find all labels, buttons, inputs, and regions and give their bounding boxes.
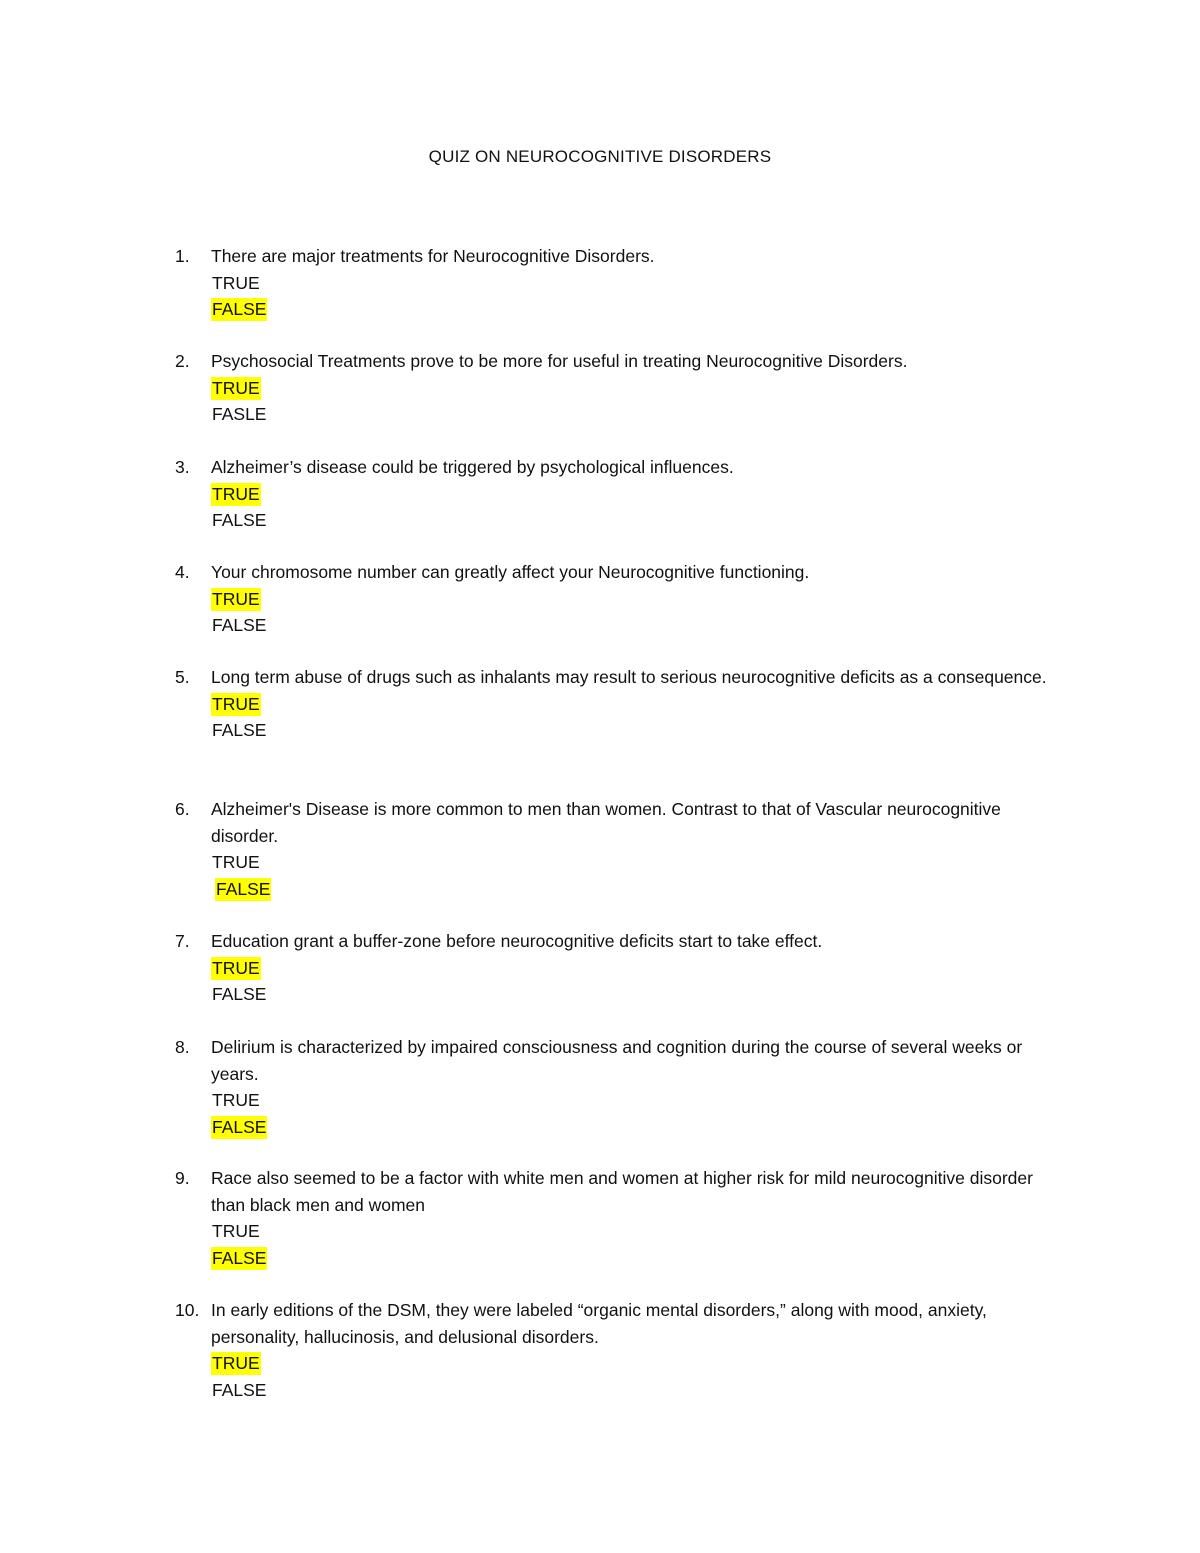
- question-text: In early editions of the DSM, they were labeled “organic mental disorders,” along with mood, anxiety, personality, hallucinosis, and delusional disorders.: [211, 1300, 987, 1347]
- question-6: [175, 796, 1055, 902]
- question-text: Long term abuse of drugs such as inhalants may result to serious neurocognitive deficits as a consequence.: [211, 667, 1047, 687]
- question-text: There are major treatments for Neurocognitive Disorders.: [211, 246, 655, 266]
- question-number: 7.: [175, 931, 190, 951]
- question-text: Your chromosome number can greatly affect your Neurocognitive functioning.: [211, 562, 810, 582]
- question-text: Education grant a buffer-zone before neurocognitive deficits start to take effect.: [211, 931, 823, 951]
- question-number: 1.: [175, 246, 190, 266]
- option-true-highlighted: TRUE: [212, 1353, 260, 1373]
- question-number: 9.: [175, 1168, 190, 1188]
- question-number: 5.: [175, 667, 190, 687]
- option-true-highlighted: TRUE: [212, 483, 260, 504]
- question-text: Delirium is characterized by impaired consciousness and cognition during the course of several weeks or years.: [211, 1037, 1023, 1084]
- option-true-highlighted: TRUE: [212, 693, 260, 714]
- option-false: FALSE: [212, 615, 267, 635]
- question-4: [175, 559, 1055, 639]
- question-1: [175, 243, 1055, 323]
- option-false: FALSE: [212, 720, 267, 740]
- option-true: TRUE: [212, 272, 260, 293]
- question-number: 2.: [175, 351, 190, 371]
- option-false-highlighted: FALSE: [212, 1116, 267, 1137]
- question-number: 3.: [175, 457, 190, 477]
- option-false: FALSE: [212, 510, 267, 530]
- option-true-highlighted: TRUE: [212, 588, 260, 609]
- option-false-highlighted: FALSE: [212, 299, 267, 319]
- option-true: TRUE: [212, 1090, 260, 1110]
- option-true: TRUE: [212, 1221, 260, 1241]
- question-number: 4.: [175, 562, 190, 582]
- question-text: Psychosocial Treatments prove to be more for useful in treating Neurocognitive Disorders.: [211, 351, 908, 371]
- question-10: [175, 1297, 1055, 1403]
- page-title: QUIZ ON NEUROCOGNITIVE DISORDERS: [428, 147, 772, 166]
- question-3: [175, 454, 1055, 534]
- option-false: FALSE: [212, 1379, 267, 1400]
- option-false-highlighted: FALSE: [212, 1247, 267, 1268]
- question-text: Alzheimer’s disease could be triggered by psychological influences.: [211, 457, 734, 477]
- question-number: 8.: [175, 1037, 190, 1057]
- question-8: [175, 1034, 1055, 1140]
- question-number: 10.: [175, 1300, 200, 1320]
- option-false-highlighted: FALSE: [216, 878, 271, 899]
- question-number: 6.: [175, 799, 190, 819]
- question-text: Race also seemed to be a factor with white men and women at higher risk for mild neurocognitive disorder than black men and women: [211, 1168, 1033, 1215]
- option-true: TRUE: [212, 852, 260, 872]
- option-true-highlighted: TRUE: [212, 957, 260, 978]
- question-2: [175, 348, 1055, 428]
- option-false: FALSE: [212, 984, 267, 1004]
- question-text: Alzheimer's Disease is more common to men than women. Contrast to that of Vascular neurocognitive disorder.: [211, 799, 1001, 846]
- option-true-highlighted: TRUE: [212, 377, 260, 398]
- question-5: [175, 664, 1055, 744]
- question-7: [175, 928, 1055, 1008]
- question-9: [175, 1165, 1055, 1271]
- option-false: FASLE: [212, 404, 267, 424]
